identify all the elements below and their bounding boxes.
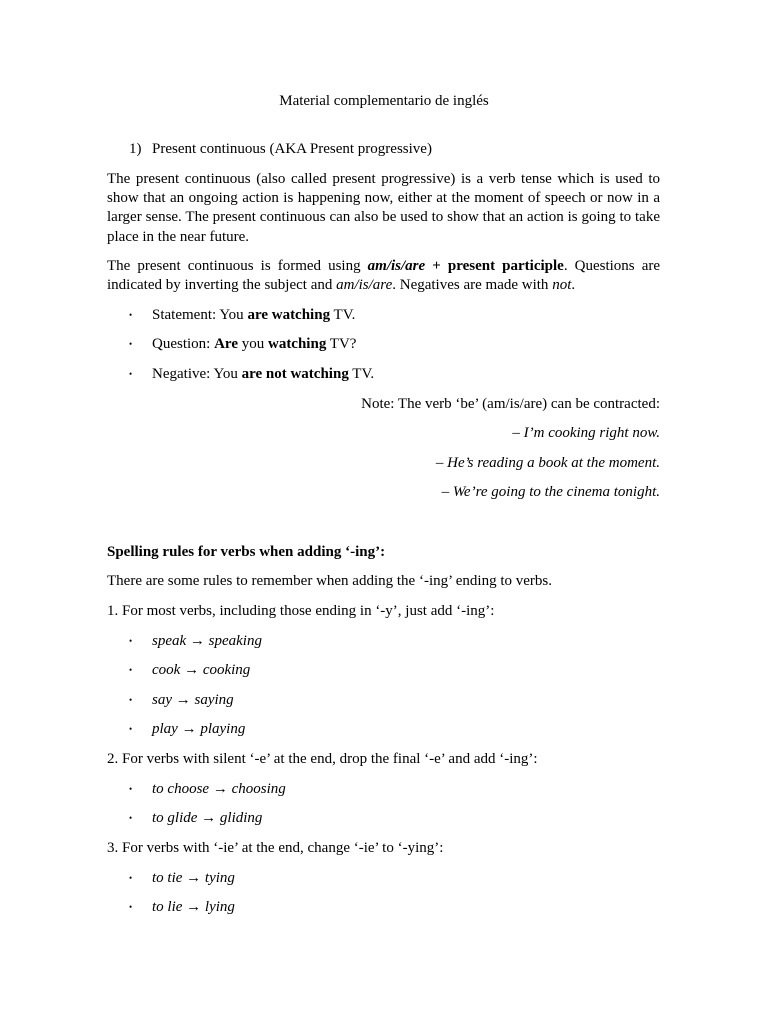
bullet-icon: •: [129, 665, 133, 675]
rule-example: [152, 632, 262, 651]
formula-bold: present participle: [447, 258, 564, 274]
bullet-icon: •: [129, 695, 133, 705]
rule-example: [152, 720, 245, 739]
rule-1: 1. For most verbs, including those ending in ‘-y’, just add ‘-ing’:: [107, 603, 495, 619]
italic-run: play → playing: [152, 721, 246, 737]
document-title: Material complementario de inglés: [279, 93, 489, 109]
example-statement: [152, 306, 355, 325]
italic-run: – We’re going to the cinema tonight.: [441, 484, 660, 500]
bold-run: Spelling rules for verbs when adding ‘-ing’:: [107, 544, 386, 560]
text-run: you: [237, 336, 268, 352]
bullet-icon: •: [129, 902, 133, 912]
bullet-icon: •: [129, 369, 133, 379]
text-run: . Negatives are made with: [392, 277, 553, 293]
text-run: indicated by inverting the subject and: [107, 277, 337, 293]
example-negative: [152, 365, 374, 384]
contraction-example: [107, 454, 660, 473]
formula-plus: +: [425, 258, 448, 274]
text-run: .: [571, 277, 576, 293]
spelling-heading: [107, 543, 660, 562]
bullet-icon: •: [129, 724, 133, 734]
italic-run: say → saying: [152, 692, 234, 708]
italic-run: – He’s reading a book at the moment.: [435, 455, 660, 471]
rule-2: 2. For verbs with silent ‘-e’ at the end, drop the final ‘-e’ and add ‘-ing’:: [107, 751, 538, 767]
rule-example: [152, 691, 234, 710]
paragraph-line: larger sense. The present continuous can also be used to show that an action is going to take: [107, 209, 660, 225]
rule-3: 3. For verbs with ‘-ie’ at the end, change ‘-ie’ to ‘-ying’:: [107, 840, 444, 856]
italic-run: – I’m cooking right now.: [512, 425, 660, 441]
rule-example: [152, 809, 262, 828]
paragraph-line: show that an ongoing action is happening now, either at the moment of speech or now in a: [107, 190, 660, 206]
text-run: . Questions are: [563, 258, 660, 274]
bold-run: Are: [214, 336, 238, 352]
bullet-icon: •: [129, 873, 133, 883]
bullet-icon: •: [129, 310, 133, 320]
italic-run: to glide → gliding: [152, 810, 263, 826]
rule-example: [152, 780, 286, 799]
italic-run: to tie → tying: [152, 870, 235, 886]
section-heading: Present continuous (AKA Present progressive): [152, 141, 432, 157]
paragraph-line: The present continuous (also called present progressive) is a verb tense which is used to: [107, 171, 660, 187]
section-number: 1): [129, 141, 142, 157]
italic-run: am/is/are: [336, 277, 393, 293]
formation-line: [107, 276, 660, 295]
text-run: Statement: You: [152, 307, 248, 323]
text-run: The present continuous is formed using: [107, 258, 368, 274]
contraction-note: Note: The verb ‘be’ (am/is/are) can be contracted:: [361, 396, 660, 412]
italic-run: to choose → choosing: [152, 781, 286, 797]
rule-example: [152, 869, 235, 888]
contraction-example: [107, 483, 660, 502]
bold-run: are not watching: [241, 366, 349, 382]
italic-run: not: [552, 277, 572, 293]
contraction-example: [107, 424, 660, 443]
text-run: Question:: [152, 336, 215, 352]
bold-run: are watching: [247, 307, 331, 323]
bullet-icon: •: [129, 339, 133, 349]
italic-run: speak → speaking: [152, 633, 262, 649]
example-question: [152, 335, 356, 354]
text-run: Negative: You: [152, 366, 242, 382]
bullet-icon: •: [129, 784, 133, 794]
text-run: TV?: [326, 336, 357, 352]
spelling-intro: There are some rules to remember when adding the ‘-ing’ ending to verbs.: [107, 573, 552, 589]
italic-run: cook → cooking: [152, 662, 251, 678]
rule-example: [152, 661, 250, 680]
formula-italic: am/is/are: [367, 258, 426, 274]
italic-run: to lie → lying: [152, 899, 235, 915]
formation-line: [107, 257, 660, 276]
bold-run: watching: [267, 336, 327, 352]
bullet-icon: •: [129, 636, 133, 646]
rule-example: [152, 898, 235, 917]
text-run: TV.: [348, 366, 375, 382]
paragraph-line: place in the near future.: [107, 229, 250, 245]
bullet-icon: •: [129, 813, 133, 823]
text-run: TV.: [330, 307, 356, 323]
